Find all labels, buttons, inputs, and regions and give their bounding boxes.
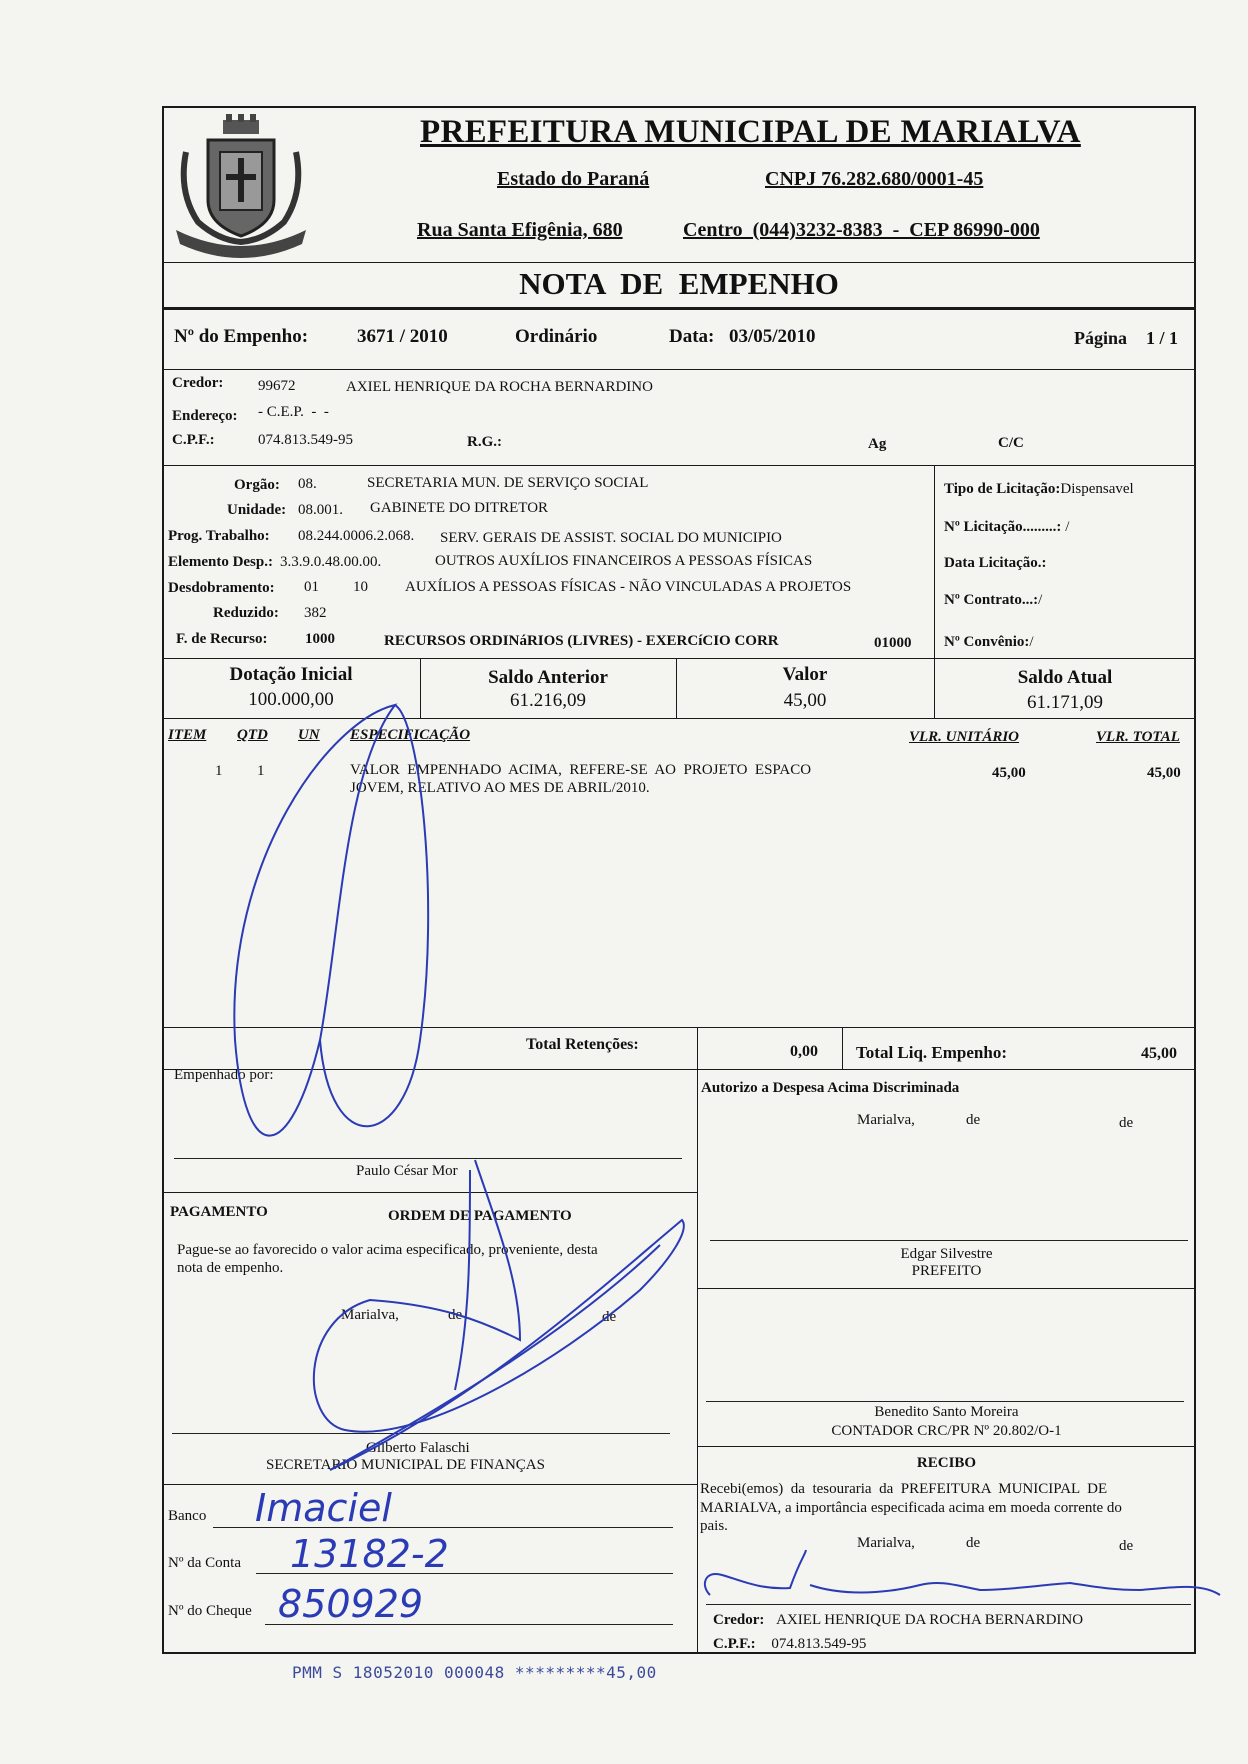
prog-name: SERV. GERAIS DE ASSIST. SOCIAL DO MUNICIPIO: [440, 530, 782, 546]
recibo-title: RECIBO: [916, 1455, 977, 1471]
saldo-atual-label: Saldo Atual: [1017, 667, 1113, 688]
ag-label: Ag: [868, 436, 887, 452]
saldo-anterior-value: 61.216,09: [510, 690, 586, 711]
page-label: Página: [1074, 328, 1128, 348]
retencoes-value: 0,00: [790, 1043, 818, 1060]
data-licitacao-label: Data Licitação.:: [944, 555, 1047, 571]
desdobramento-name: AUXÍLIOS A PESSOAS FÍSICAS - NÃO VINCULADAS A PROJETOS: [405, 579, 852, 595]
unidade-name: GABINETE DO DITRETOR: [370, 500, 549, 516]
recurso-label: F. de Recurso:: [176, 631, 268, 647]
state-name: Estado do Paraná: [497, 168, 650, 190]
vlr-total-header: VLR. TOTAL: [1096, 729, 1180, 745]
dotacao-label: Dotação Inicial: [229, 664, 353, 685]
liquido-value: 45,00: [1141, 1045, 1177, 1062]
cnpj: CNPJ 76.282.680/0001-45: [765, 168, 984, 190]
numero-licitacao-value: /: [1065, 519, 1070, 535]
recibo-text-line2: MARIALVA, a importância especificada acima em moeda corrente do: [700, 1500, 1122, 1516]
empenho-date-label: Data:: [669, 326, 715, 347]
pagamento-signer-title: SECRETARIO MUNICIPAL DE FINANÇAS: [266, 1457, 545, 1473]
reduzido-value: 382: [304, 605, 327, 621]
contador-name: Benedito Santo Moreira: [874, 1404, 1019, 1420]
org-name: PREFEITURA MUNICIPAL DE MARIALVA: [420, 114, 1081, 150]
contrato-label: Nº Contrato...:: [944, 592, 1039, 608]
recibo-de2: de: [1119, 1538, 1134, 1554]
elemento-code: 3.3.9.0.48.00.00.: [280, 554, 382, 570]
document-title: NOTA DE EMPENHO: [519, 266, 839, 301]
valor-label: Valor: [782, 664, 828, 685]
convenio-value: /: [1029, 634, 1034, 650]
pagamento-text-line2: nota de empenho.: [177, 1260, 284, 1276]
cheque-label: Nº do Cheque: [168, 1603, 252, 1619]
recibo-cpf-value: 074.813.549-95: [771, 1636, 867, 1652]
elemento-label: Elemento Desp.:: [168, 554, 273, 570]
un-header: UN: [298, 727, 320, 743]
pagamento-de2: de: [602, 1309, 617, 1325]
address-street: Rua Santa Efigênia, 680: [417, 219, 623, 241]
cc-label: C/C: [998, 435, 1024, 451]
numero-licitacao-label: Nº Licitação.........:: [944, 519, 1062, 535]
desdobramento-code1: 01: [304, 579, 319, 595]
empenhado-label: Empenhado por:: [174, 1067, 274, 1083]
pagamento-de1: de: [448, 1307, 463, 1323]
banco-value: Imaciel: [255, 1486, 392, 1530]
autorizo-de2: de: [1119, 1115, 1134, 1131]
dotacao-value: 100.000,00: [248, 689, 334, 710]
address-value: - C.E.P. - -: [258, 404, 329, 420]
item-header: ITEM: [168, 727, 207, 743]
empenhado-signer: Paulo César Mor: [356, 1163, 458, 1179]
retencoes-label: Total Retenções:: [526, 1036, 639, 1053]
recibo-text-line1: Recebi(emos) da tesouraria da PREFEITURA MUNICIPAL DE: [700, 1481, 1108, 1497]
empenho-number-label: Nº do Empenho:: [174, 326, 309, 347]
autorizo-de1: de: [966, 1112, 981, 1128]
tipo-licitacao-value: Dispensavel: [1060, 481, 1134, 497]
qtd-header: QTD: [237, 727, 268, 743]
unidade-label: Unidade:: [227, 502, 287, 518]
autorizo-city: Marialva,: [857, 1112, 915, 1128]
reduzido-label: Reduzido:: [213, 605, 279, 621]
vlr-unitario-header: VLR. UNITÁRIO: [909, 729, 1020, 745]
recibo-de1: de: [966, 1535, 981, 1551]
elemento-name: OUTROS AUXÍLIOS FINANCEIROS A PESSOAS FÍSICAS: [435, 553, 813, 569]
empenho-type: Ordinário: [515, 326, 598, 347]
page-number: 1 / 1: [1146, 328, 1179, 348]
recurso-code: 1000: [305, 631, 335, 647]
recibo-credor-label: Credor:: [713, 1612, 765, 1628]
saldo-anterior-label: Saldo Anterior: [488, 667, 608, 688]
table-row-vlr-unitario: 45,00: [992, 765, 1026, 781]
orgao-code: 08.: [298, 476, 317, 492]
recibo-credor-name: AXIEL HENRIQUE DA ROCHA BERNARDINO: [776, 1612, 1084, 1628]
table-row-spec-line2: JOVEM, RELATIVO AO MES DE ABRIL/2010.: [350, 780, 650, 796]
credor-code: 99672: [258, 378, 296, 394]
saldo-atual-value: 61.171,09: [1027, 692, 1103, 713]
contador-title: CONTADOR CRC/PR Nº 20.802/O-1: [831, 1423, 1062, 1439]
empenho-date: 03/05/2010: [729, 326, 816, 347]
desdobramento-code2: 10: [353, 579, 368, 595]
rg-label: R.G.:: [467, 434, 502, 450]
orgao-label: Orgão:: [234, 477, 280, 493]
autorizo-label: Autorizo a Despesa Acima Discriminada: [701, 1080, 960, 1096]
conta-label: Nº da Conta: [168, 1555, 241, 1571]
table-row-qtd: 1: [257, 763, 265, 779]
unidade-code: 08.001.: [298, 502, 343, 518]
autorizo-signer-title: PREFEITO: [911, 1263, 982, 1279]
tipo-licitacao-label: Tipo de Licitação:: [944, 481, 1061, 497]
orgao-name: SECRETARIA MUN. DE SERVIÇO SOCIAL: [367, 475, 649, 491]
prog-code: 08.244.0006.2.068.: [298, 528, 415, 544]
convenio-label: Nº Convênio:: [944, 634, 1030, 650]
table-row-vlr-total: 45,00: [1147, 765, 1181, 781]
table-row-item: 1: [215, 763, 223, 779]
valor-value: 45,00: [783, 690, 827, 711]
ordem-pagamento-label: ORDEM DE PAGAMENTO: [388, 1208, 572, 1224]
pagamento-label: PAGAMENTO: [170, 1204, 268, 1220]
recibo-city: Marialva,: [857, 1535, 915, 1551]
recibo-text-line3: pais.: [700, 1518, 728, 1534]
cheque-value: 850929: [278, 1582, 424, 1626]
address-label: Endereço:: [172, 408, 238, 424]
prog-label: Prog. Trabalho:: [168, 528, 270, 544]
credor-name: AXIEL HENRIQUE DA ROCHA BERNARDINO: [346, 379, 653, 395]
liquido-label: Total Liq. Empenho:: [856, 1043, 1007, 1062]
contrato-value: /: [1038, 592, 1043, 608]
address-rest: Centro (044)3232-8383 - CEP 86990-000: [683, 219, 1040, 241]
recurso-num: 01000: [874, 635, 912, 651]
autorizo-signer-name: Edgar Silvestre: [900, 1246, 993, 1262]
cpf-value: 074.813.549-95: [258, 432, 353, 448]
pagamento-text-line1: Pague-se ao favorecido o valor acima especificado, proveniente, desta: [177, 1242, 598, 1258]
credor-label: Credor:: [172, 375, 224, 391]
pagamento-city: Marialva,: [341, 1307, 399, 1323]
payment-stamp: PMM S 18052010 000048 *********45,00: [292, 1663, 657, 1682]
recurso-name: RECURSOS ORDINáRIOS (LIVRES) - EXERCíCIO CORR: [384, 633, 779, 649]
cpf-label: C.P.F.:: [172, 432, 215, 448]
desdobramento-label: Desdobramento:: [168, 580, 275, 596]
pagamento-signer-name: Gilberto Falaschi: [366, 1440, 470, 1456]
conta-value: 13182-2: [290, 1532, 449, 1576]
especificacao-header: ESPECIFICAÇÃO: [350, 727, 471, 743]
table-row-spec-line1: VALOR EMPENHADO ACIMA, REFERE-SE AO PROJETO ESPACO: [350, 762, 812, 778]
recibo-cpf-label: C.P.F.:: [713, 1636, 756, 1652]
empenho-number: 3671 / 2010: [357, 326, 448, 347]
banco-label: Banco: [168, 1508, 207, 1524]
